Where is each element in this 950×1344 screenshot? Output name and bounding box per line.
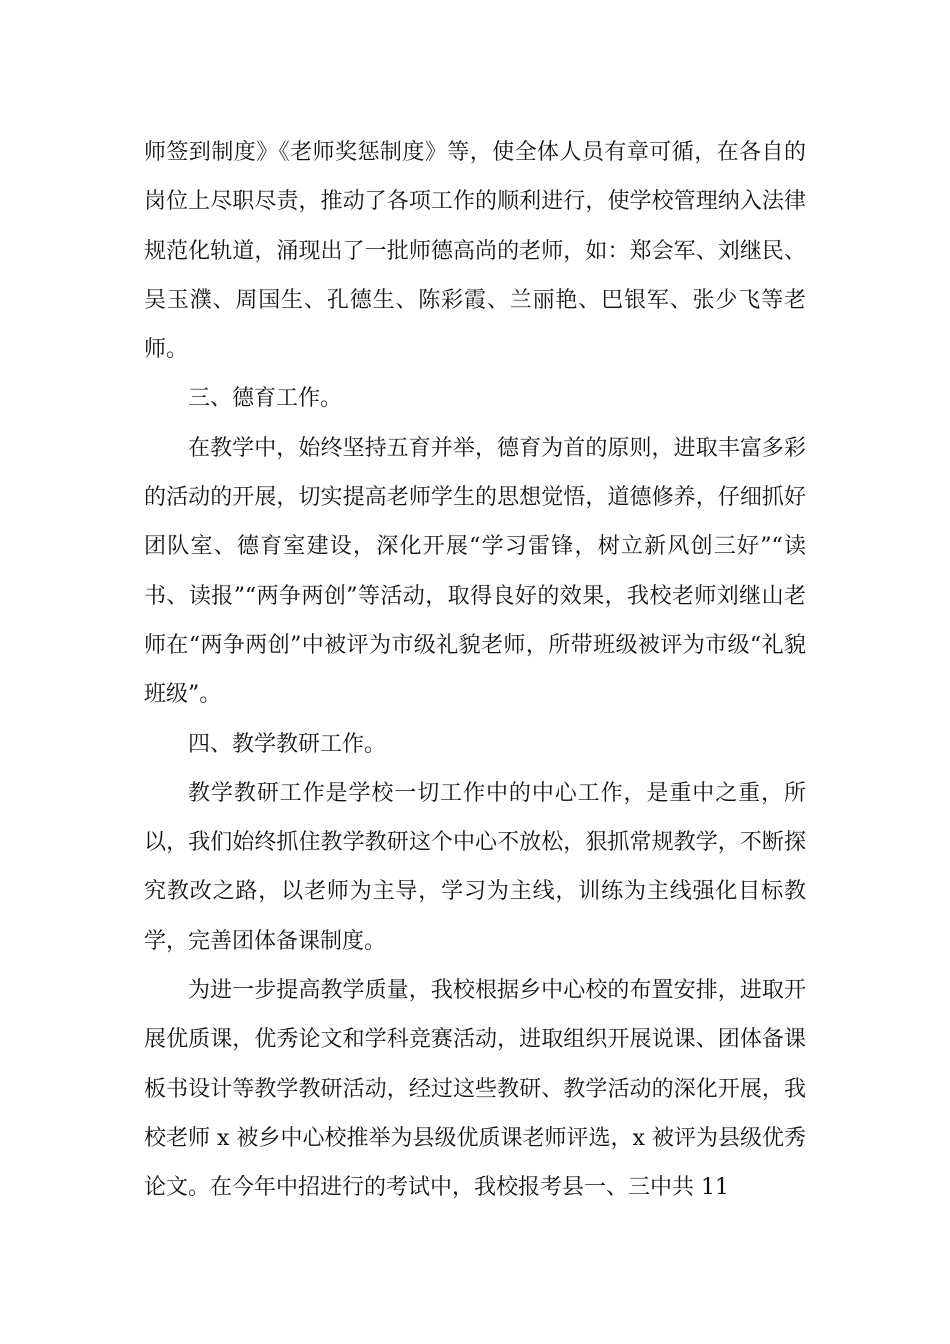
- paragraph-continuation: 师签到制度》《老师奖惩制度》等，使全体人员有章可循，在各自的岗位上尽职尽责，推动了各项工作的顺利进行，使学校管理纳入法律规范化轨道，涌现出了一批师德高尚的老师，如：郑会军、刘继民、吴玉濮、周国生、孔德生、陈彩霞、兰丽艳、巴银军、张少飞等老师。: [144, 140, 806, 363]
- document-body: [144, 128, 806, 1213]
- section-heading-moral-education: 三、德育工作。: [188, 386, 343, 412]
- section-heading-teaching-research: 四、教学教研工作。: [188, 731, 387, 757]
- paragraph-moral-education: 在教学中，始终坚持五育并举，德育为首的原则，进取丰富多彩的活动的开展，切实提高老师学生的思想觉悟，道德修养，仔细抓好团队室、德育室建设，深化开展“学习雷锋，树立新风创三好”“读书、读报”“两争两创”等活动，取得良好的效果，我校老师刘继山老师在“两争两创”中被评为市级礼貌老师，所带班级被评为市级“礼貌班级”。: [144, 435, 806, 708]
- paragraph-teaching-research: 教学教研工作是学校一切工作中的中心工作，是重中之重，所以，我们始终抓住教学教研这个中心不放松，狠抓常规教学，不断探究教改之路，以老师为主导，学习为主线，训练为主线强化目标教学，完善团体备课制度。: [144, 780, 806, 954]
- paragraph-teaching-quality: 为进一步提高教学质量，我校根据乡中心校的布置安排，进取开展优质课，优秀论文和学科竞赛活动，进取组织开展说课、团体备课板书设计等教学教研活动，经过这些教研、教学活动的深化开展，我校老师 x 被乡中心校推举为县级优质课老师评选，x 被评为县级优秀论文。在今年中招进行的考试中，我校报考县一、三中共 11: [144, 978, 806, 1201]
